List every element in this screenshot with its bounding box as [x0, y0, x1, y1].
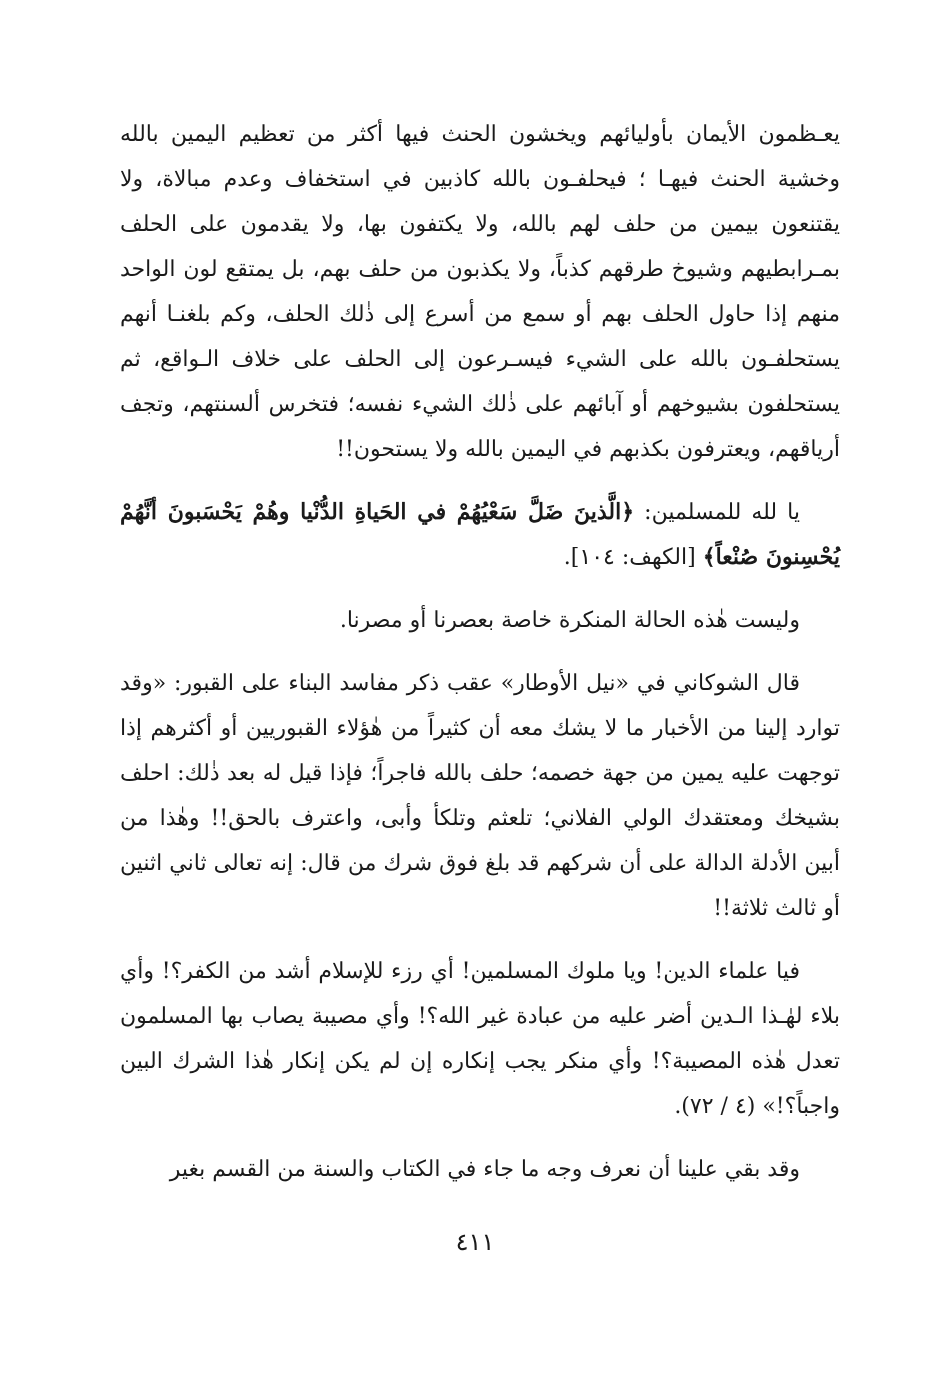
paragraph-3: وليست هٰذه الحالة المنكرة خاصة بعصرنا أو مصرنا.: [339, 608, 800, 633]
paragraph-1: يعـظمون الأيمان بأوليائهم ويخشون الحنث فيها أكثر من تعظيم اليمين بالله وخشية الحنث فيهـا ؛ فيحلفـون بالله كاذبين في استخفاف وعدم مبالاة، ولا يقتنعون بيمين من حلف لهم بالله، ولا يكتفون بها، ولا يقدمون على الحلف بمـرابطيهم وشيوخ طرقهم كذباً، ولا يكذبون من حلف بهم، بل يمتقع لون الواحد منهم إذا حاول الحلف بهم أو سمع من أسرع إلى ذٰلك الحلف، وكم بلغنـا أنهم يستحلفـون بالله على الشيء فيسـرعون إلى الحلف على خلاف الـواقع، ثم يستحلفون بشيوخهم أو آبائهم على ذٰلك الشيء نفسه؛ فتخرس ألسنتهم، وتجف أرياقهم، ويعترفون بكذبهم في اليمين بالله ولا يستحون!!: [120, 122, 840, 462]
paragraph-4: قال الشوكاني في «نيل الأوطار» عقب ذكر مفاسد البناء على القبور: «وقد توارد إلينا من الأخبار ما لا يشك معه أن كثيراً من هٰؤلاء القبوريين أو أكثرهم إذا توجهت عليه يمين من جهة خصمه؛ حلف بالله فاجراً؛ فإذا قيل له بعد ذٰلك: احلف بشيخك ومعتقدك الولي الفلاني؛ تلعثم وتلكأ وأبى، واعترف بالحق!! وهٰذا من أبين الأدلة الدالة على أن شركهم قد بلغ فوق شرك من قال: إنه تعالى ثاني اثنين أو ثالث ثلاثة!!: [120, 671, 840, 921]
page-body: [120, 112, 840, 1192]
quran-verse: ﴿الَّذينَ ضَلَّ سَعْيُهُمْ في الحَياةِ الدُّنْيا وهُمْ يَحْسَبونَ أنَّهُمْ يُحْسِنونَ صُنْعاً﴾: [120, 499, 840, 570]
paragraph-2-quran-citation: [120, 490, 840, 580]
paragraph-5: فيا علماء الدين! ويا ملوك المسلمين! أي رزء للإسلام أشد من الكفر؟! وأي بلاء لهٰـذا الـدين أضر عليه من عبادة غير الله؟! وأي مصيبة يصاب بها المسلمون تعدل هٰذه المصيبة؟! وأي منكر يجب إنكاره إن لم يكن إنكار هٰذا الشرك البين واجباً؟!» (٤ / ٧٢).: [120, 959, 840, 1119]
quran-intro: يا لله للمسلمين:: [634, 500, 800, 525]
paragraph-6: وقد بقي علينا أن نعرف وجه ما جاء في الكتاب والسنة من القسم بغير: [169, 1157, 800, 1182]
quran-reference: [الكهف: ١٠٤].: [563, 545, 703, 570]
page-number: ٤١١: [455, 1228, 495, 1256]
